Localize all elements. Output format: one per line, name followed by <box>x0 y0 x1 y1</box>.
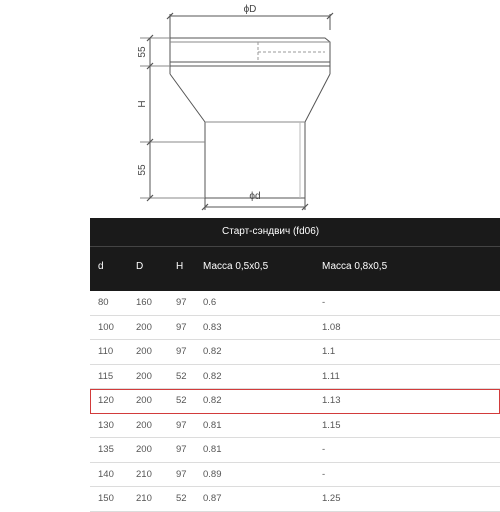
cell-mass-08: - <box>322 468 326 480</box>
cell-D: 200 <box>136 321 152 333</box>
cell-d: 110 <box>98 346 114 358</box>
cell-H: 52 <box>176 395 187 407</box>
cell-mass-05: 0.81 <box>203 444 222 456</box>
cell-mass-08: - <box>322 444 326 456</box>
dim-inner-diameter-label: ϕd <box>249 191 261 202</box>
cell-d: 100 <box>98 321 114 333</box>
cell-mass-05: 0.6 <box>203 297 217 308</box>
drawing-svg <box>0 0 500 218</box>
cell-mass-05: 0.82 <box>203 370 222 382</box>
cell-mass-05: 0.87 <box>203 493 222 505</box>
cell-d: 150 <box>98 493 114 505</box>
cell-D: 210 <box>136 493 152 505</box>
cell-mass-05: 0.81 <box>203 419 222 431</box>
cell-D: 200 <box>136 395 152 407</box>
cell-mass-08: 1.1 <box>322 346 336 358</box>
cell-d: 80 <box>98 297 109 308</box>
cell-H: 97 <box>176 297 187 308</box>
cell-d: 120 <box>98 395 114 407</box>
cell-mass-05: 0.82 <box>203 346 222 358</box>
cell-mass-05: 0.82 <box>203 395 222 407</box>
cell-H: 97 <box>176 419 187 431</box>
cell-mass-08: 1.11 <box>322 370 340 382</box>
cell-D: 210 <box>136 468 152 480</box>
cell-D: 200 <box>136 346 152 358</box>
table-row <box>90 316 500 341</box>
cell-d: 135 <box>98 444 114 456</box>
header-mass-05: Масса 0,5х0,5 <box>203 261 269 272</box>
table-row <box>90 389 500 414</box>
cell-mass-05: 0.89 <box>203 468 222 480</box>
header-mass-08: Масса 0,8х0,5 <box>322 261 388 272</box>
cell-mass-08: 1.08 <box>322 321 341 333</box>
table-body <box>90 291 500 512</box>
table-row <box>90 463 500 488</box>
cell-D: 200 <box>136 444 152 456</box>
dim-outer-diameter-label: ϕD <box>243 4 257 15</box>
cell-mass-08: - <box>322 297 326 308</box>
cell-H: 97 <box>176 321 187 333</box>
table-title: Старт-сэндвич (fd06) <box>90 218 500 247</box>
table-row <box>90 340 500 365</box>
cell-mass-08: 1.13 <box>322 395 341 407</box>
technical-drawing <box>0 0 500 218</box>
table-row <box>90 365 500 390</box>
cell-D: 200 <box>136 370 152 382</box>
header-d: d <box>98 261 104 272</box>
dim-bottom-height-label: 55 <box>137 164 148 176</box>
cell-D: 200 <box>136 419 152 431</box>
cell-H: 52 <box>176 370 187 382</box>
cell-d: 130 <box>98 419 114 431</box>
cell-d: 140 <box>98 468 114 480</box>
cell-H: 97 <box>176 444 187 456</box>
table-row <box>90 414 500 439</box>
spec-table <box>90 218 500 505</box>
header-H: H <box>176 261 184 272</box>
table-row <box>90 438 500 463</box>
cell-d: 115 <box>98 370 114 382</box>
cell-H: 97 <box>176 346 187 358</box>
cell-H: 52 <box>176 493 187 505</box>
cell-mass-05: 0.83 <box>203 321 222 333</box>
dim-top-height-label: 55 <box>137 46 148 58</box>
cell-mass-08: 1.15 <box>322 419 341 431</box>
header-D: D <box>136 261 144 272</box>
cell-D: 160 <box>136 297 152 308</box>
table-header-row <box>90 247 500 291</box>
cell-H: 97 <box>176 468 187 480</box>
cell-mass-08: 1.25 <box>322 493 341 505</box>
table-row <box>90 291 500 316</box>
dim-mid-height-label: H <box>137 100 148 108</box>
